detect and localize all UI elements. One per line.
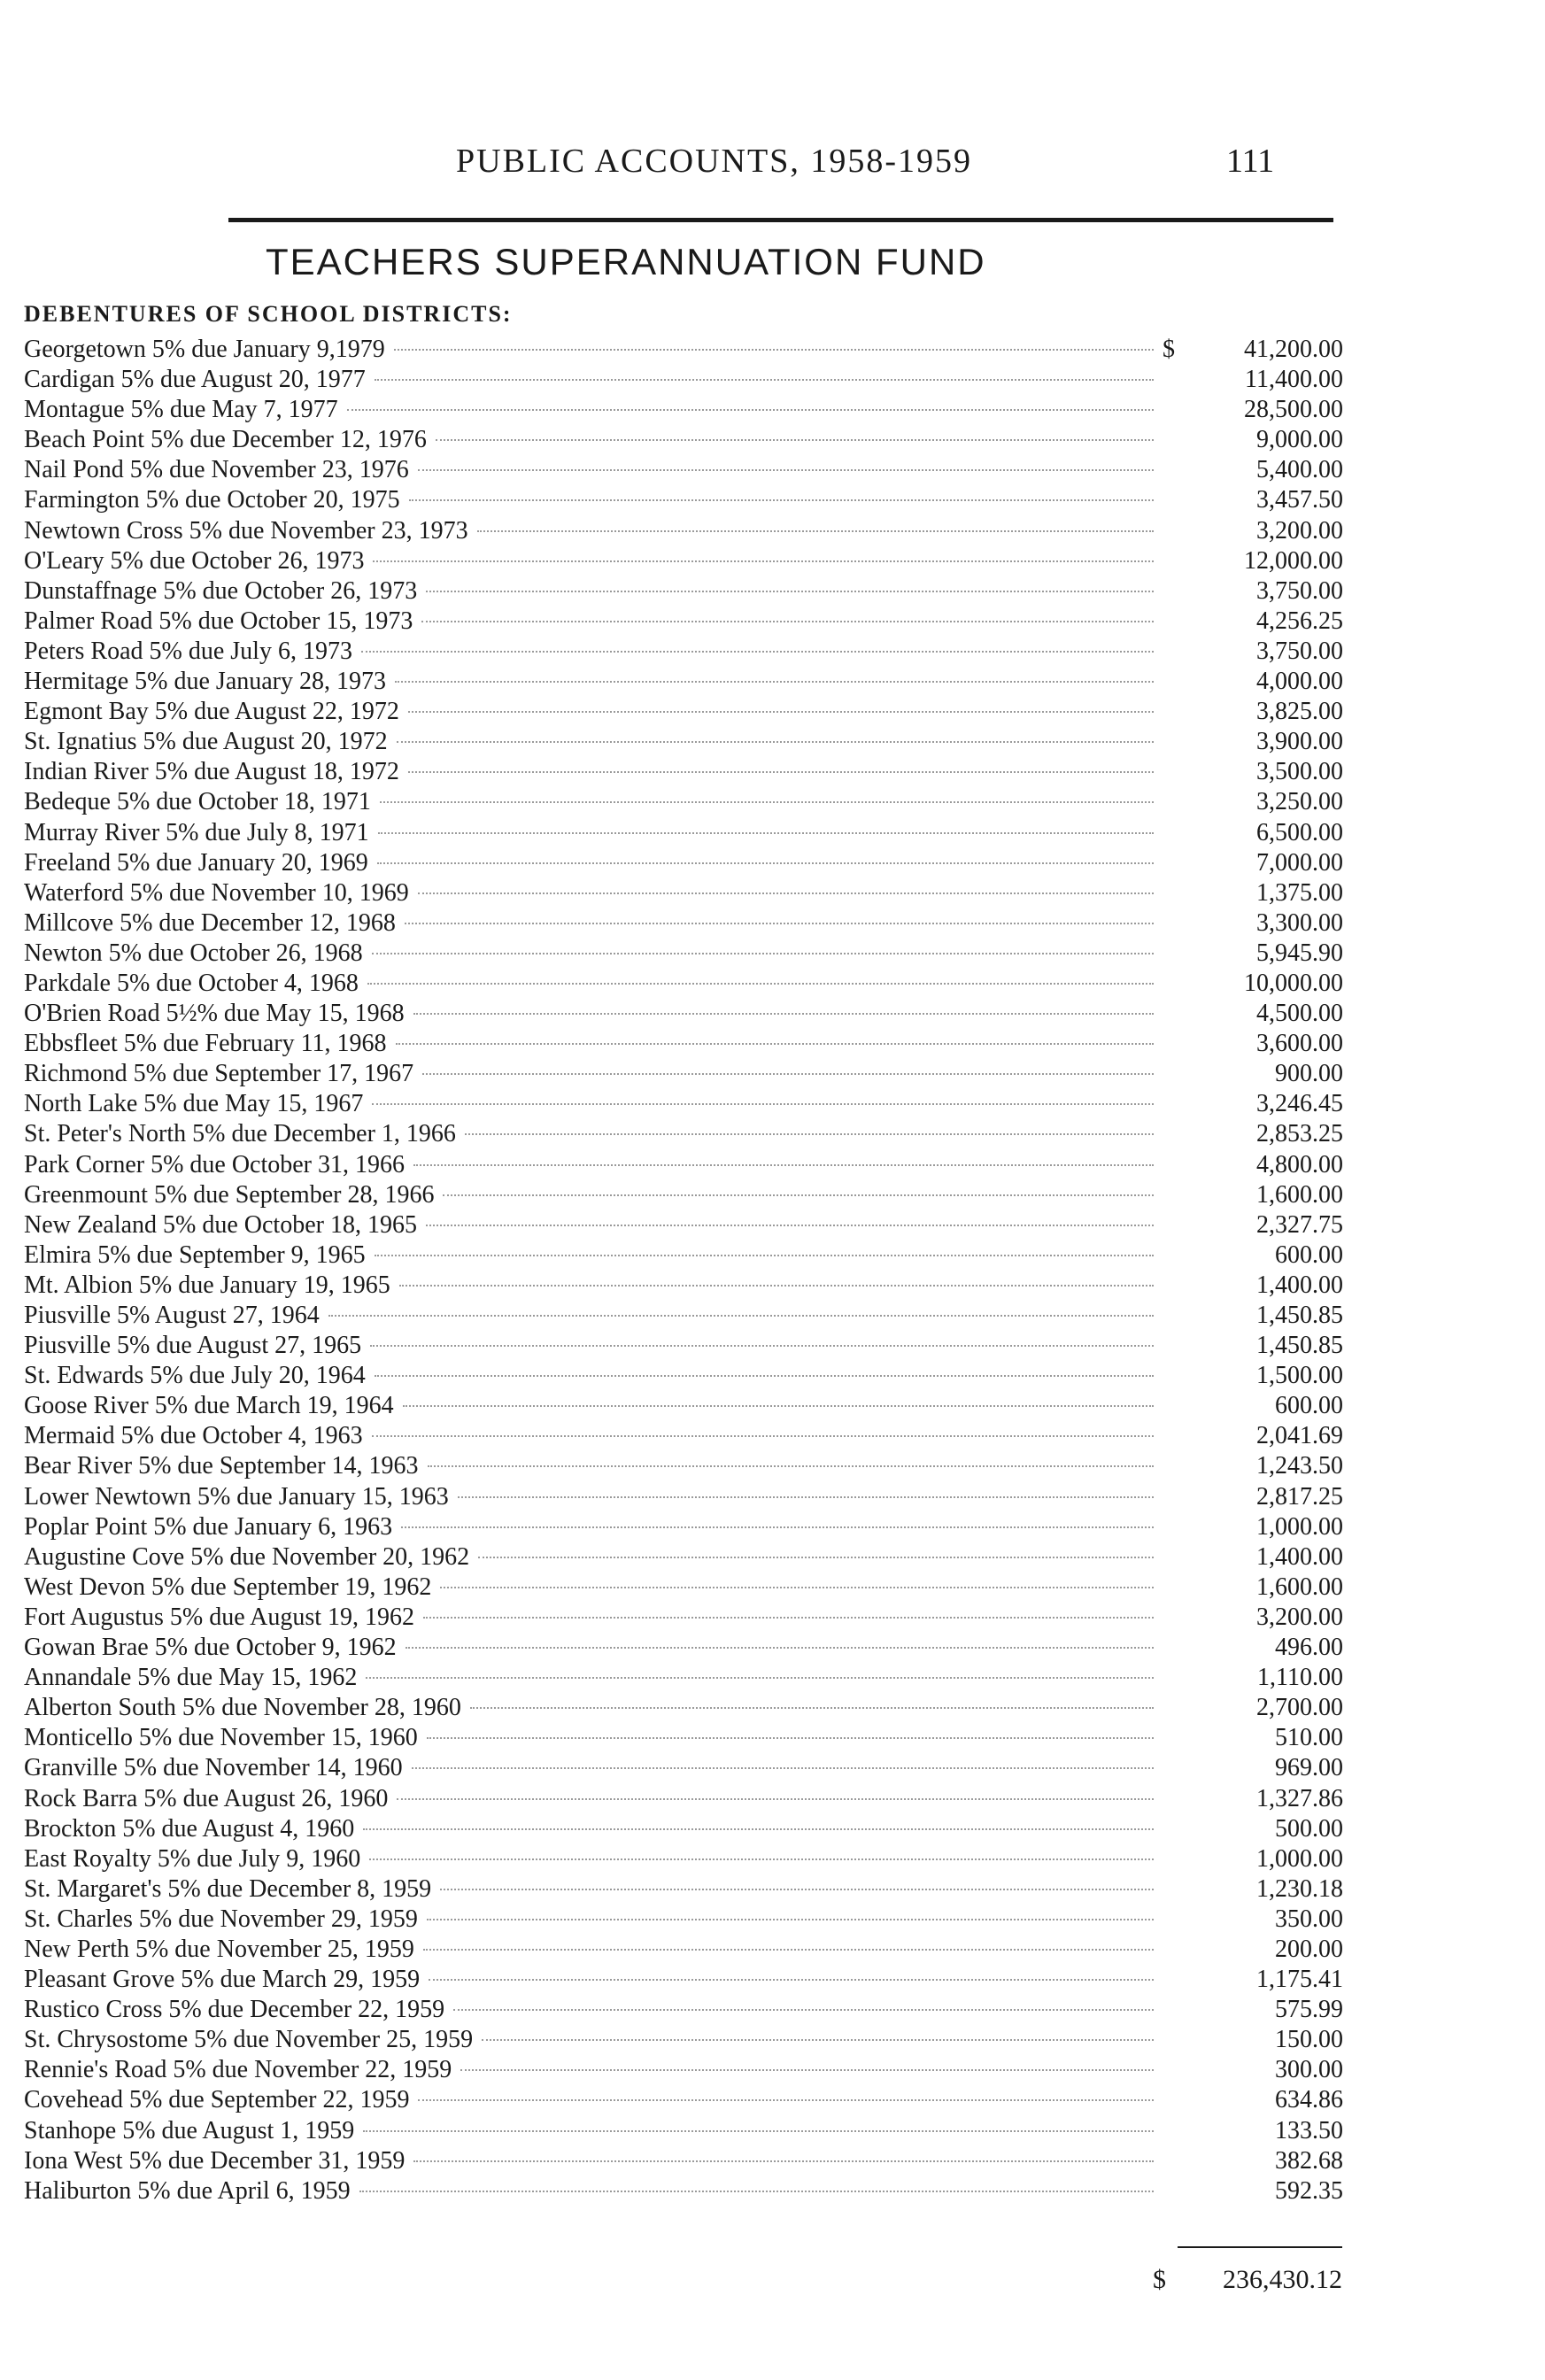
entry-description: Gowan Brae 5% due October 9, 1962 (24, 1634, 397, 1662)
header-rule (228, 218, 1333, 222)
list-item (24, 607, 1343, 637)
entry-description: Stanhope 5% due August 1, 1959 (24, 2116, 355, 2144)
entry-amount: 350.00 (1275, 1905, 1343, 1933)
list-item (24, 1210, 1343, 1240)
entry-description: Poplar Point 5% due January 6, 1963 (24, 1512, 393, 1541)
dot-leader (478, 1557, 1154, 1558)
entry-amount: 1,600.00 (1256, 1180, 1343, 1209)
dot-leader (380, 801, 1154, 803)
dot-leader (397, 1798, 1154, 1800)
list-item (24, 1089, 1343, 1119)
entry-amount: 600.00 (1275, 1240, 1343, 1269)
dot-leader (375, 1255, 1154, 1256)
dot-leader (394, 349, 1154, 351)
entry-description: St. Ignatius 5% due August 20, 1972 (24, 728, 388, 756)
dot-leader (375, 1375, 1154, 1377)
entry-amount: 3,825.00 (1256, 698, 1343, 726)
list-item (24, 1542, 1343, 1572)
entry-amount: 634.86 (1275, 2086, 1343, 2114)
list-item (24, 1663, 1343, 1693)
entry-description: Annandale 5% due May 15, 1962 (24, 1664, 358, 1692)
section-label: DEBENTURES OF SCHOOL DISTRICTS: (24, 301, 513, 327)
entry-amount: 2,041.69 (1256, 1422, 1343, 1450)
list-item (24, 939, 1343, 969)
dot-leader (367, 983, 1154, 985)
entry-description: Dunstaffnage 5% due October 26, 1973 (24, 576, 418, 605)
list-item (24, 757, 1343, 787)
list-item (24, 1965, 1343, 1995)
entry-description: Indian River 5% due August 18, 1972 (24, 758, 399, 786)
dot-leader (347, 409, 1154, 411)
entry-description: Goose River 5% due March 19, 1964 (24, 1392, 394, 1420)
entry-amount: 11,400.00 (1245, 366, 1343, 394)
entry-amount: 1,450.85 (1256, 1302, 1343, 1329)
entry-amount: 9,000.00 (1256, 426, 1343, 454)
list-item (24, 1844, 1343, 1874)
dot-leader (397, 741, 1154, 743)
entry-description: Brockton 5% due August 4, 1960 (24, 1814, 355, 1843)
dot-leader (372, 953, 1154, 954)
entry-amount: 3,500.00 (1256, 758, 1343, 786)
dot-leader (443, 1194, 1154, 1196)
list-item (24, 1029, 1343, 1059)
entry-description: Newtown Cross 5% due November 23, 1973 (24, 516, 468, 545)
dot-leader (409, 499, 1154, 501)
entry-description: Piusville 5% August 27, 1964 (24, 1302, 320, 1329)
entry-description: Nail Pond 5% due November 23, 1976 (24, 456, 409, 484)
entry-amount: 575.99 (1275, 1996, 1343, 2024)
dot-leader (421, 621, 1154, 622)
dot-leader (453, 2009, 1154, 2011)
entry-amount: 1,450.85 (1256, 1332, 1343, 1360)
entry-amount: 2,817.25 (1256, 1482, 1343, 1511)
entry-amount: 3,457.50 (1256, 486, 1343, 514)
list-item (24, 1693, 1343, 1723)
dot-leader (428, 1465, 1154, 1467)
list-item (24, 1150, 1343, 1180)
dot-leader (370, 1345, 1154, 1347)
entry-amount: 300.00 (1275, 2056, 1343, 2084)
dot-leader (406, 1647, 1154, 1649)
entry-description: Murray River 5% due July 8, 1971 (24, 818, 369, 846)
entry-description: Freeland 5% due January 20, 1969 (24, 848, 368, 877)
page-title: PUBLIC ACCOUNTS, 1958-1959 (456, 143, 972, 180)
dot-leader (396, 1043, 1154, 1045)
entry-description: West Devon 5% due September 19, 1962 (24, 1572, 432, 1601)
list-item (24, 908, 1343, 939)
dot-leader (372, 1435, 1154, 1437)
dot-leader (403, 1405, 1154, 1407)
dot-leader (470, 1707, 1154, 1709)
list-item (24, 1331, 1343, 1361)
entry-amount: 4,000.00 (1256, 668, 1343, 696)
dot-leader (477, 530, 1154, 532)
entry-description: Rock Barra 5% due August 26, 1960 (24, 1784, 389, 1812)
entry-description: O'Brien Road 5½% due May 15, 1968 (24, 1000, 405, 1028)
dot-leader (373, 560, 1154, 562)
dot-leader (418, 892, 1154, 894)
dot-leader (408, 771, 1154, 773)
entry-amount: 133.50 (1275, 2116, 1343, 2144)
dot-leader (412, 1767, 1154, 1769)
list-item (24, 425, 1343, 455)
entry-amount: 500.00 (1275, 1814, 1343, 1843)
entry-description: Farmington 5% due October 20, 1975 (24, 486, 400, 514)
list-item (24, 1935, 1343, 1965)
entry-amount: 1,500.00 (1256, 1362, 1343, 1390)
entry-description: Iona West 5% due December 31, 1959 (24, 2146, 406, 2175)
list-item (24, 1814, 1343, 1844)
entry-description: Beach Point 5% due December 12, 1976 (24, 426, 427, 454)
dot-leader (405, 923, 1154, 924)
entry-amount: 1,600.00 (1256, 1572, 1343, 1601)
entry-description: New Zealand 5% due October 18, 1965 (24, 1210, 417, 1239)
entry-description: Mermaid 5% due October 4, 1963 (24, 1422, 363, 1450)
entry-amount: 150.00 (1275, 2026, 1343, 2054)
dot-leader (418, 469, 1154, 471)
list-item (24, 2176, 1343, 2206)
dot-leader (423, 1617, 1154, 1619)
dot-leader (427, 1919, 1154, 1920)
list-item (24, 969, 1343, 999)
list-item (24, 1512, 1343, 1542)
entry-description: St. Margaret's 5% due December 8, 1959 (24, 1874, 432, 1903)
entry-amount: 6,500.00 (1256, 818, 1343, 846)
dot-leader (413, 2160, 1154, 2162)
list-item (24, 1271, 1343, 1301)
dot-leader (458, 1496, 1154, 1498)
entry-amount: 7,000.00 (1256, 848, 1343, 877)
list-item (24, 999, 1343, 1029)
dot-leader (399, 1285, 1154, 1287)
list-item (24, 455, 1343, 485)
entry-amount: 969.00 (1275, 1754, 1343, 1782)
entry-amount: 3,900.00 (1256, 728, 1343, 756)
list-item (24, 727, 1343, 757)
entry-amount: 592.35 (1275, 2176, 1343, 2205)
page-number: 111 (1226, 143, 1275, 180)
list-item (24, 1451, 1343, 1481)
list-item (24, 2116, 1343, 2146)
list-item (24, 1119, 1343, 1149)
dot-leader (460, 2069, 1154, 2071)
dot-leader (418, 2099, 1154, 2101)
dot-leader (328, 1315, 1154, 1317)
entry-amount: 5,400.00 (1256, 456, 1343, 484)
list-item (24, 848, 1343, 878)
entry-currency: $ (1163, 336, 1175, 363)
page-header (0, 142, 1545, 195)
entry-description: Bedeque 5% due October 18, 1971 (24, 788, 371, 816)
entry-description: O'Leary 5% due October 26, 1973 (24, 546, 365, 575)
entry-description: Monticello 5% due November 15, 1960 (24, 1724, 418, 1752)
entry-description: East Royalty 5% due July 9, 1960 (24, 1844, 361, 1873)
fund-title: TEACHERS SUPERANNUATION FUND (266, 241, 986, 282)
entry-description: Peters Road 5% due July 6, 1973 (24, 637, 352, 665)
entry-description: Lower Newtown 5% due January 15, 1963 (24, 1482, 449, 1511)
dot-leader (440, 1889, 1154, 1890)
entry-description: North Lake 5% due May 15, 1967 (24, 1090, 364, 1118)
entry-amount: 4,800.00 (1256, 1150, 1343, 1178)
entry-description: Hermitage 5% due January 28, 1973 (24, 668, 386, 696)
entry-description: St. Edwards 5% due July 20, 1964 (24, 1362, 366, 1390)
list-item (24, 1059, 1343, 1089)
list-item (24, 395, 1343, 425)
list-item (24, 2146, 1343, 2176)
entry-description: Granville 5% due November 14, 1960 (24, 1754, 403, 1782)
list-item (24, 818, 1343, 848)
entry-amount: 1,110.00 (1257, 1664, 1343, 1692)
entry-description: Millcove 5% due December 12, 1968 (24, 908, 396, 937)
entry-amount: 3,200.00 (1256, 516, 1343, 545)
total-amount: 236,430.12 (1223, 2265, 1342, 2294)
entry-amount: 900.00 (1275, 1060, 1343, 1088)
dot-leader (408, 711, 1154, 713)
dot-leader (429, 1979, 1154, 1981)
dot-leader (401, 1526, 1154, 1528)
list-item (24, 546, 1343, 576)
dot-leader (378, 832, 1154, 834)
list-item (24, 878, 1343, 908)
dot-leader (426, 591, 1154, 592)
entry-description: Richmond 5% due September 17, 1967 (24, 1060, 414, 1088)
entry-amount: 3,300.00 (1256, 908, 1343, 937)
dot-leader (361, 651, 1154, 653)
list-item (24, 1240, 1343, 1271)
list-item (24, 697, 1343, 727)
list-item (24, 516, 1343, 546)
entry-description: Mt. Albion 5% due January 19, 1965 (24, 1271, 390, 1299)
dot-leader (363, 1828, 1154, 1830)
entry-description: Bear River 5% due September 14, 1963 (24, 1452, 419, 1480)
entry-description: Ebbsfleet 5% due February 11, 1968 (24, 1030, 387, 1058)
list-item (24, 1905, 1343, 1935)
entry-description: Elmira 5% due September 9, 1965 (24, 1240, 366, 1269)
list-item (24, 1874, 1343, 1905)
entry-amount: 1,375.00 (1256, 878, 1343, 907)
dot-leader (436, 439, 1154, 441)
total-currency: $ (1153, 2265, 1166, 2294)
entry-amount: 4,256.25 (1256, 607, 1343, 635)
entry-description: Haliburton 5% due April 6, 1959 (24, 2176, 351, 2205)
entry-amount: 2,700.00 (1256, 1694, 1343, 1722)
entry-amount: 1,243.50 (1256, 1452, 1343, 1480)
entry-description: Alberton South 5% due November 28, 1960 (24, 1694, 461, 1722)
dot-leader (427, 1737, 1154, 1739)
list-item (24, 1180, 1343, 1210)
entry-amount: 3,200.00 (1256, 1603, 1343, 1631)
entry-description: Greenmount 5% due September 28, 1966 (24, 1180, 435, 1209)
entry-description: St. Chrysostome 5% due November 25, 1959 (24, 2026, 474, 2054)
list-item (24, 1753, 1343, 1783)
entry-amount: 3,750.00 (1256, 576, 1343, 605)
list-item (24, 485, 1343, 515)
list-item (24, 335, 1343, 365)
dot-leader (366, 1677, 1154, 1679)
dot-leader (426, 1225, 1154, 1226)
list-item (24, 1421, 1343, 1451)
entry-amount: 3,750.00 (1256, 637, 1343, 665)
entry-description: Augustine Cove 5% due November 20, 1962 (24, 1542, 470, 1571)
list-item (24, 2025, 1343, 2055)
dot-leader (440, 1587, 1154, 1588)
entry-amount: 510.00 (1275, 1724, 1343, 1752)
entry-amount: 2,853.25 (1256, 1120, 1343, 1148)
entry-description: New Perth 5% due November 25, 1959 (24, 1935, 414, 1963)
entry-amount: 600.00 (1275, 1392, 1343, 1420)
entry-amount: 41,200.00 (1244, 336, 1343, 363)
dot-leader (413, 1164, 1154, 1166)
entry-amount: 3,246.45 (1256, 1090, 1343, 1118)
entry-amount: 1,175.41 (1256, 1966, 1343, 1994)
entry-amount: 382.68 (1275, 2146, 1343, 2175)
dot-leader (413, 1013, 1154, 1015)
list-item (24, 576, 1343, 607)
entry-amount: 10,000.00 (1244, 969, 1343, 997)
dot-leader (395, 681, 1154, 683)
entry-description: Rustico Cross 5% due December 22, 1959 (24, 1996, 445, 2024)
debenture-list (24, 335, 1343, 2206)
list-item (24, 2085, 1343, 2115)
entry-amount: 1,327.86 (1256, 1784, 1343, 1812)
entry-amount: 28,500.00 (1244, 396, 1343, 424)
list-item (24, 637, 1343, 667)
entry-description: Georgetown 5% due January 9,1979 (24, 336, 385, 363)
list-item (24, 787, 1343, 817)
entry-description: Fort Augustus 5% due August 19, 1962 (24, 1603, 415, 1631)
list-item (24, 1572, 1343, 1603)
entry-amount: 3,600.00 (1256, 1030, 1343, 1058)
list-item (24, 2055, 1343, 2085)
entry-amount: 1,400.00 (1256, 1271, 1343, 1299)
dot-leader (465, 1133, 1154, 1135)
entry-amount: 4,500.00 (1256, 1000, 1343, 1028)
dot-leader (372, 1103, 1154, 1105)
entry-amount: 2,327.75 (1256, 1210, 1343, 1239)
entry-description: Pleasant Grove 5% due March 29, 1959 (24, 1966, 421, 1994)
list-item (24, 1784, 1343, 1814)
total-row (1153, 2265, 1342, 2295)
total-rule (1178, 2246, 1342, 2248)
entry-amount: 5,945.90 (1256, 939, 1343, 967)
list-item (24, 1995, 1343, 2025)
entry-amount: 1,000.00 (1256, 1844, 1343, 1873)
list-item (24, 1633, 1343, 1663)
dot-leader (423, 1949, 1154, 1951)
dot-leader (482, 2039, 1154, 2041)
dot-leader (375, 379, 1154, 381)
entry-description: Covehead 5% due September 22, 1959 (24, 2086, 410, 2114)
entry-description: Waterford 5% due November 10, 1969 (24, 878, 409, 907)
entry-description: Montague 5% due May 7, 1977 (24, 396, 338, 424)
dot-leader (363, 2130, 1154, 2132)
entry-description: St. Peter's North 5% due December 1, 1966 (24, 1120, 456, 1148)
entry-description: Cardigan 5% due August 20, 1977 (24, 366, 366, 394)
list-item (24, 1361, 1343, 1391)
list-item (24, 1723, 1343, 1753)
entry-description: Egmont Bay 5% due August 22, 1972 (24, 698, 399, 726)
list-item (24, 1603, 1343, 1633)
list-item (24, 365, 1343, 395)
dot-leader (377, 862, 1154, 864)
dot-leader (369, 1858, 1154, 1860)
entry-amount: 1,000.00 (1256, 1512, 1343, 1541)
dot-leader (359, 2191, 1154, 2192)
entry-amount: 496.00 (1275, 1634, 1343, 1662)
entry-amount: 1,400.00 (1256, 1542, 1343, 1571)
entry-amount: 3,250.00 (1256, 788, 1343, 816)
entry-description: Park Corner 5% due October 31, 1966 (24, 1150, 406, 1178)
entry-description: Palmer Road 5% due October 15, 1973 (24, 607, 413, 635)
list-item (24, 1301, 1343, 1331)
entry-amount: 12,000.00 (1244, 546, 1343, 575)
entry-description: Piusville 5% due August 27, 1965 (24, 1332, 362, 1360)
entry-description: St. Charles 5% due November 29, 1959 (24, 1905, 418, 1933)
entry-amount: 200.00 (1275, 1935, 1343, 1963)
entry-amount: 1,230.18 (1256, 1874, 1343, 1903)
entry-description: Newton 5% due October 26, 1968 (24, 939, 363, 967)
entry-description: Rennie's Road 5% due November 22, 1959 (24, 2056, 452, 2084)
list-item (24, 1482, 1343, 1512)
list-item (24, 667, 1343, 697)
entry-description: Parkdale 5% due October 4, 1968 (24, 969, 359, 997)
dot-leader (422, 1073, 1154, 1075)
list-item (24, 1391, 1343, 1421)
